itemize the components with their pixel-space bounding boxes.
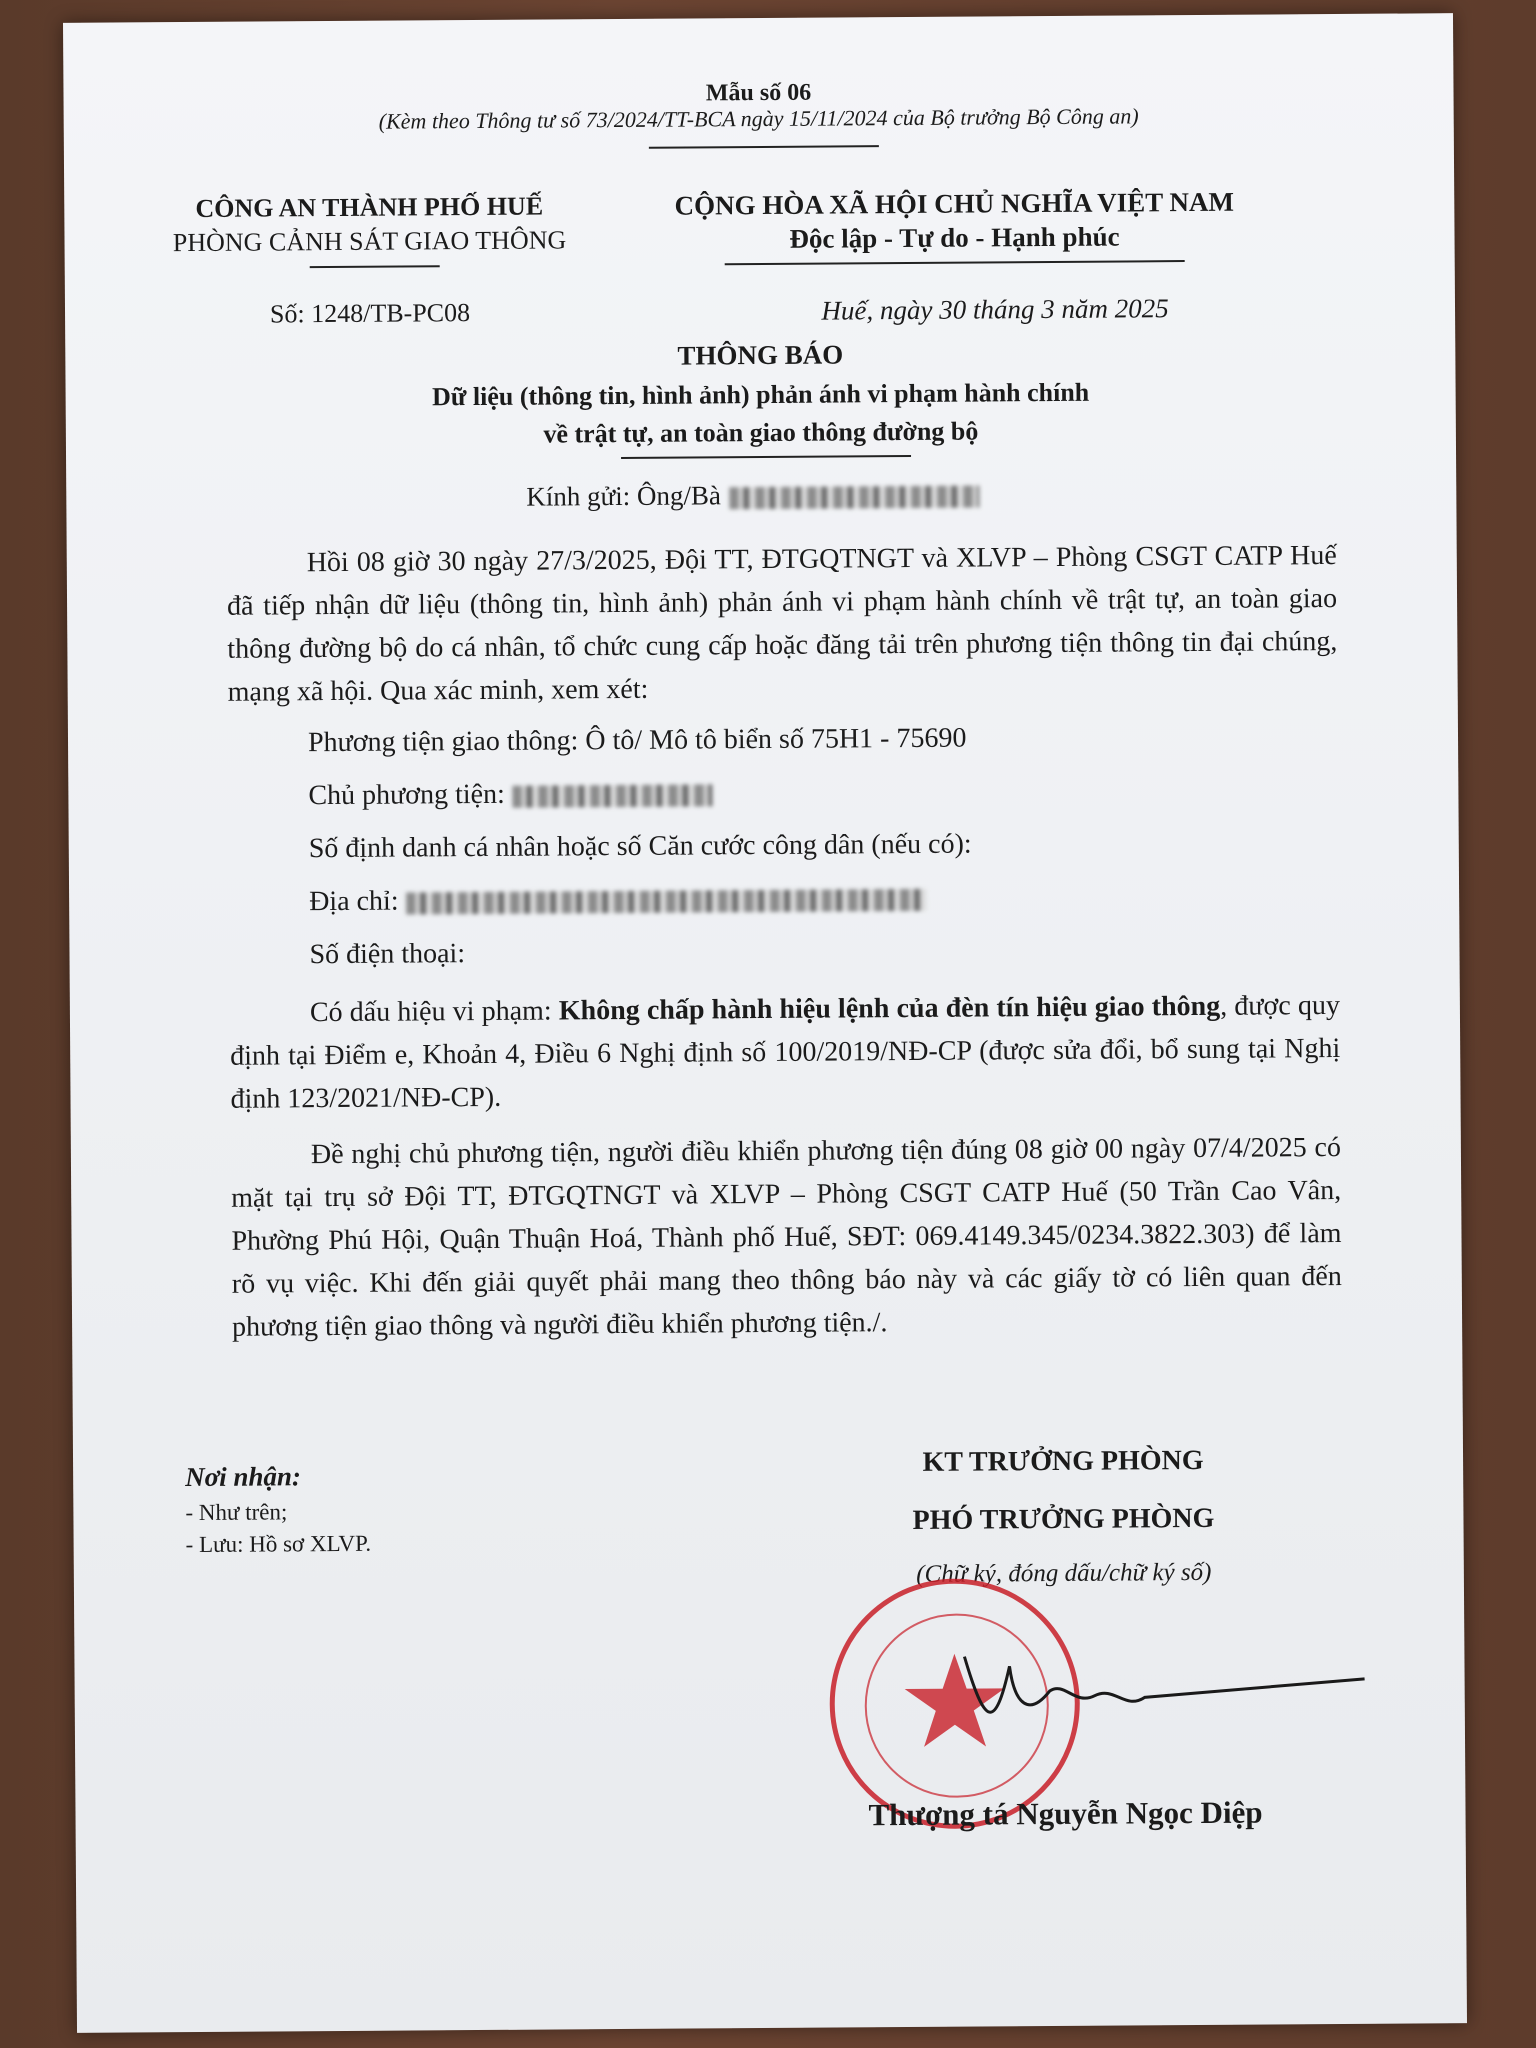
divider [621,455,911,459]
place-date: Huế, ngày 30 tháng 3 năm 2025 [821,293,1169,326]
signer-role-2: PHÓ TRƯỞNG PHÒNG [912,1502,1215,1536]
divider [725,260,1185,265]
signature-note: (Chữ ký, đóng dấu/chữ ký số) [916,1558,1212,1588]
signer-name: Thượng tá Nguyễn Ngọc Diệp [868,1794,1263,1833]
redacted-owner [513,784,713,807]
violation-legal-basis: , được quy định tại Điểm e, Khoản 4, Điều 6 Nghị định số 100/2019/NĐ-CP (được sửa đổi, bổ sung tại Nghị định 123/2021/NĐ-CP). [230,989,1341,1115]
agency-name: CÔNG AN THÀNH PHỐ HUẾ [195,191,544,223]
nation-motto: Độc lập - Tự do - Hạnh phúc [789,221,1120,254]
violation-paragraph [230,984,1341,1121]
form-number: Mẫu số 06 [705,79,812,107]
recipient-line [526,478,979,512]
document-page [63,13,1467,2033]
document-number: Số: 1248/TB-PC08 [269,298,471,329]
recipient-label: Kính gửi: Ông/Bà [526,480,722,512]
divider [310,265,440,267]
request-paragraph: Đề nghị chủ phương tiện, người điều khiển phương tiện đúng 08 giờ 00 ngày 07/4/2025 có mặt tại trụ sở Đội TT, ĐTGQTNGT và XLVP – Phòng CSGT CATP Huế (50 Trần Cao Vân, Phường Phú Hội, Quận Thuận Hoá, Thành phố Huế, SĐT: 069.4149.345/0234.3822.303) để làm rõ vụ việc. Khi đến giải quyết phải mang theo thông báo này và các giấy tờ có liên quan đến phương tiện giao thông và người điều khiển phương tiện./. [231,1131,1342,1343]
violation-description: Không chấp hành hiệu lệnh của đèn tín hiệu giao thông [558,990,1221,1027]
redacted-address [406,888,926,914]
signature-icon [954,1634,1375,1747]
divider [649,145,879,148]
agency-department: PHÒNG CẢNH SÁT GIAO THÔNG [172,225,567,258]
document-subtitle-2: về trật tự, an toàn giao thông đường bộ [543,416,979,449]
recipients-item-1: - Như trên; [185,1499,288,1526]
vehicle-line: Phương tiện giao thông: Ô tô/ Mô tô biển số 75H1 - 75690 [307,722,967,759]
phone-line: Số điện thoại: [309,938,466,971]
id-line: Số định danh cá nhân hoặc số Căn cước công dân (nếu có): [308,828,972,865]
redacted-name [729,485,979,509]
recipients-title: Nơi nhận: [185,1461,302,1493]
document-subtitle-1: Dữ liệu (thông tin, hình ảnh) phản ánh vi phạm hành chính [431,377,1090,412]
recipients-item-2: - Lưu: Hồ sơ XLVP. [185,1530,372,1558]
address-label: Địa chỉ: [309,885,399,918]
form-note: (Kèm theo Thông tư số 73/2024/TT-BCA ngày 15/11/2024 của Bộ trưởng Bộ Công an) [378,103,1139,134]
intro-paragraph: Hồi 08 giờ 30 ngày 27/3/2025, Đội TT, ĐTGQTNGT và XLVP – Phòng CSGT CATP Huế đã tiếp nhận dữ liệu (thông tin, hình ảnh) phản ánh vi phạm hành chính về trật tự, an toàn giao thông đường bộ do cá nhân, tổ chức cung cấp hoặc đăng tải trên phương tiện thông tin đại chúng, mạng xã hội. Qua xác minh, xem xét: [226,539,1338,708]
owner-line [308,767,1328,817]
document-title: THÔNG BÁO [677,339,844,371]
violation-prefix: Có dấu hiệu vi phạm: [309,995,559,1029]
signer-role-1: KT TRƯỞNG PHÒNG [922,1444,1204,1478]
owner-label: Chủ phương tiện: [308,778,505,812]
nation-name: CỘNG HÒA XÃ HỘI CHỦ NGHĨA VIỆT NAM [674,186,1235,221]
address-line [309,873,1329,923]
